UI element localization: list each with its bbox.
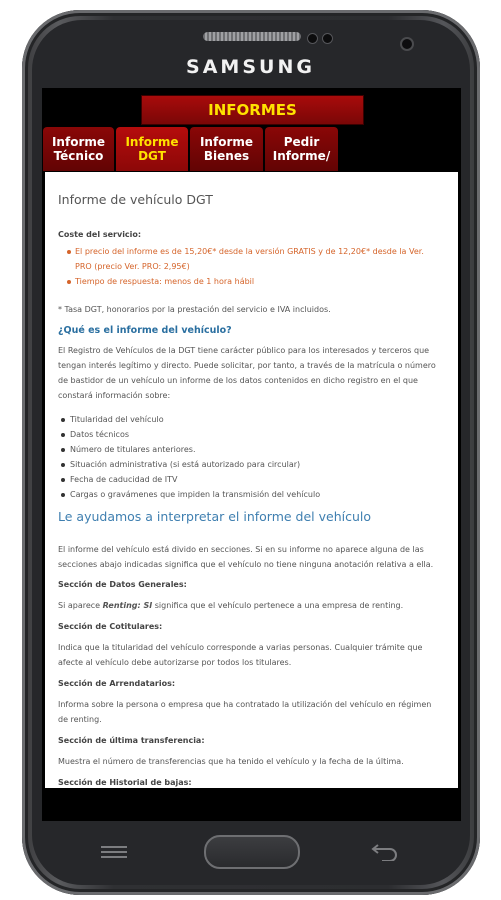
content-panel[interactable] <box>45 172 458 788</box>
what-list <box>58 412 443 502</box>
section-text: Indica que la titularidad del vehículo corresponde a varias personas. Cualquier trámite que afecte al vehículo debe autorizarse por todos los titulares. <box>58 643 423 667</box>
app-header-title: INFORMES <box>141 95 364 125</box>
tab-informe-tecnico[interactable]: Informe Técnico <box>43 127 114 171</box>
help-paragraph: El informe del vehículo está divido en secciones. Si en su informe no aparece alguna de las secciones abajo indicadas significa que el vehículo no tiene ninguna anotación relativa a ella. <box>58 545 434 569</box>
screen <box>42 88 461 821</box>
tab-pedir-informe[interactable]: Pedir Informe/ <box>265 127 338 171</box>
proximity-sensor <box>307 33 318 44</box>
section-title: Sección de última transferencia: <box>58 736 205 745</box>
tab-informe-dgt[interactable]: Informe DGT <box>116 127 188 171</box>
list-item: Tiempo de respuesta: menos de 1 hora hábil <box>63 274 443 289</box>
light-sensor <box>322 33 333 44</box>
section-title: Sección de Arrendatarios: <box>58 679 176 688</box>
page-title: Informe de vehículo DGT <box>58 192 213 207</box>
list-item: Situación administrativa (si está autorizado para circular) <box>58 457 443 472</box>
cost-list <box>63 244 443 289</box>
list-item: Cargas o gravámenes que impiden la transmisión del vehículo <box>58 487 443 502</box>
cost-label: Coste del servicio: <box>58 230 142 239</box>
section-title: Sección de Cotitulares: <box>58 622 163 631</box>
tab-informe-bienes[interactable]: Informe Bienes <box>190 127 263 171</box>
help-heading: Le ayudamos a interpretar el informe del vehículo <box>58 509 372 524</box>
what-heading: ¿Qué es el informe del vehículo? <box>58 325 232 336</box>
list-item: El precio del informe es de 15,20€* desde la versión GRATIS y de 12,20€* desde la Ver. PRO (precio Ver. PRO: 2,95€) <box>63 244 443 274</box>
menu-key-icon[interactable] <box>101 843 127 859</box>
list-item: Titularidad del vehículo <box>58 412 443 427</box>
section-text: Muestra el número de transferencias que ha tenido el vehículo y la fecha de la última. <box>58 757 404 766</box>
section-text: Informa sobre la persona o empresa que ha contratado la utilización del vehículo en régimen de renting. <box>58 700 432 724</box>
bottom-black-bar <box>42 788 461 821</box>
list-item: Datos técnicos <box>58 427 443 442</box>
section-title: Sección de Datos Generales: <box>58 580 187 589</box>
cost-note: * Tasa DGT, honorarios por la prestación del servicio e IVA incluidos. <box>58 305 331 314</box>
section-text: Si aparece Renting: SI significa que el vehículo pertenece a una empresa de renting. <box>58 601 404 610</box>
section-title: Sección de Historial de bajas: <box>58 778 192 787</box>
what-paragraph: El Registro de Vehículos de la DGT tiene carácter público para los interesados y terceros que tengan interés legítimo y directo. Puede solicitar, por tanto, a través de la matrícula o número de bastidor de un vehículo un informe de los datos contenidos en dicho registro en el que constará información sobre: <box>58 346 436 400</box>
brand-logo: SAMSUNG <box>186 56 315 78</box>
front-camera <box>400 37 414 51</box>
back-arrow-icon[interactable] <box>370 841 400 861</box>
list-item: Número de titulares anteriores. <box>58 442 443 457</box>
earpiece-speaker <box>203 32 301 41</box>
list-item: Fecha de caducidad de ITV <box>58 472 443 487</box>
tab-bar <box>43 127 338 171</box>
home-button[interactable] <box>204 835 300 869</box>
